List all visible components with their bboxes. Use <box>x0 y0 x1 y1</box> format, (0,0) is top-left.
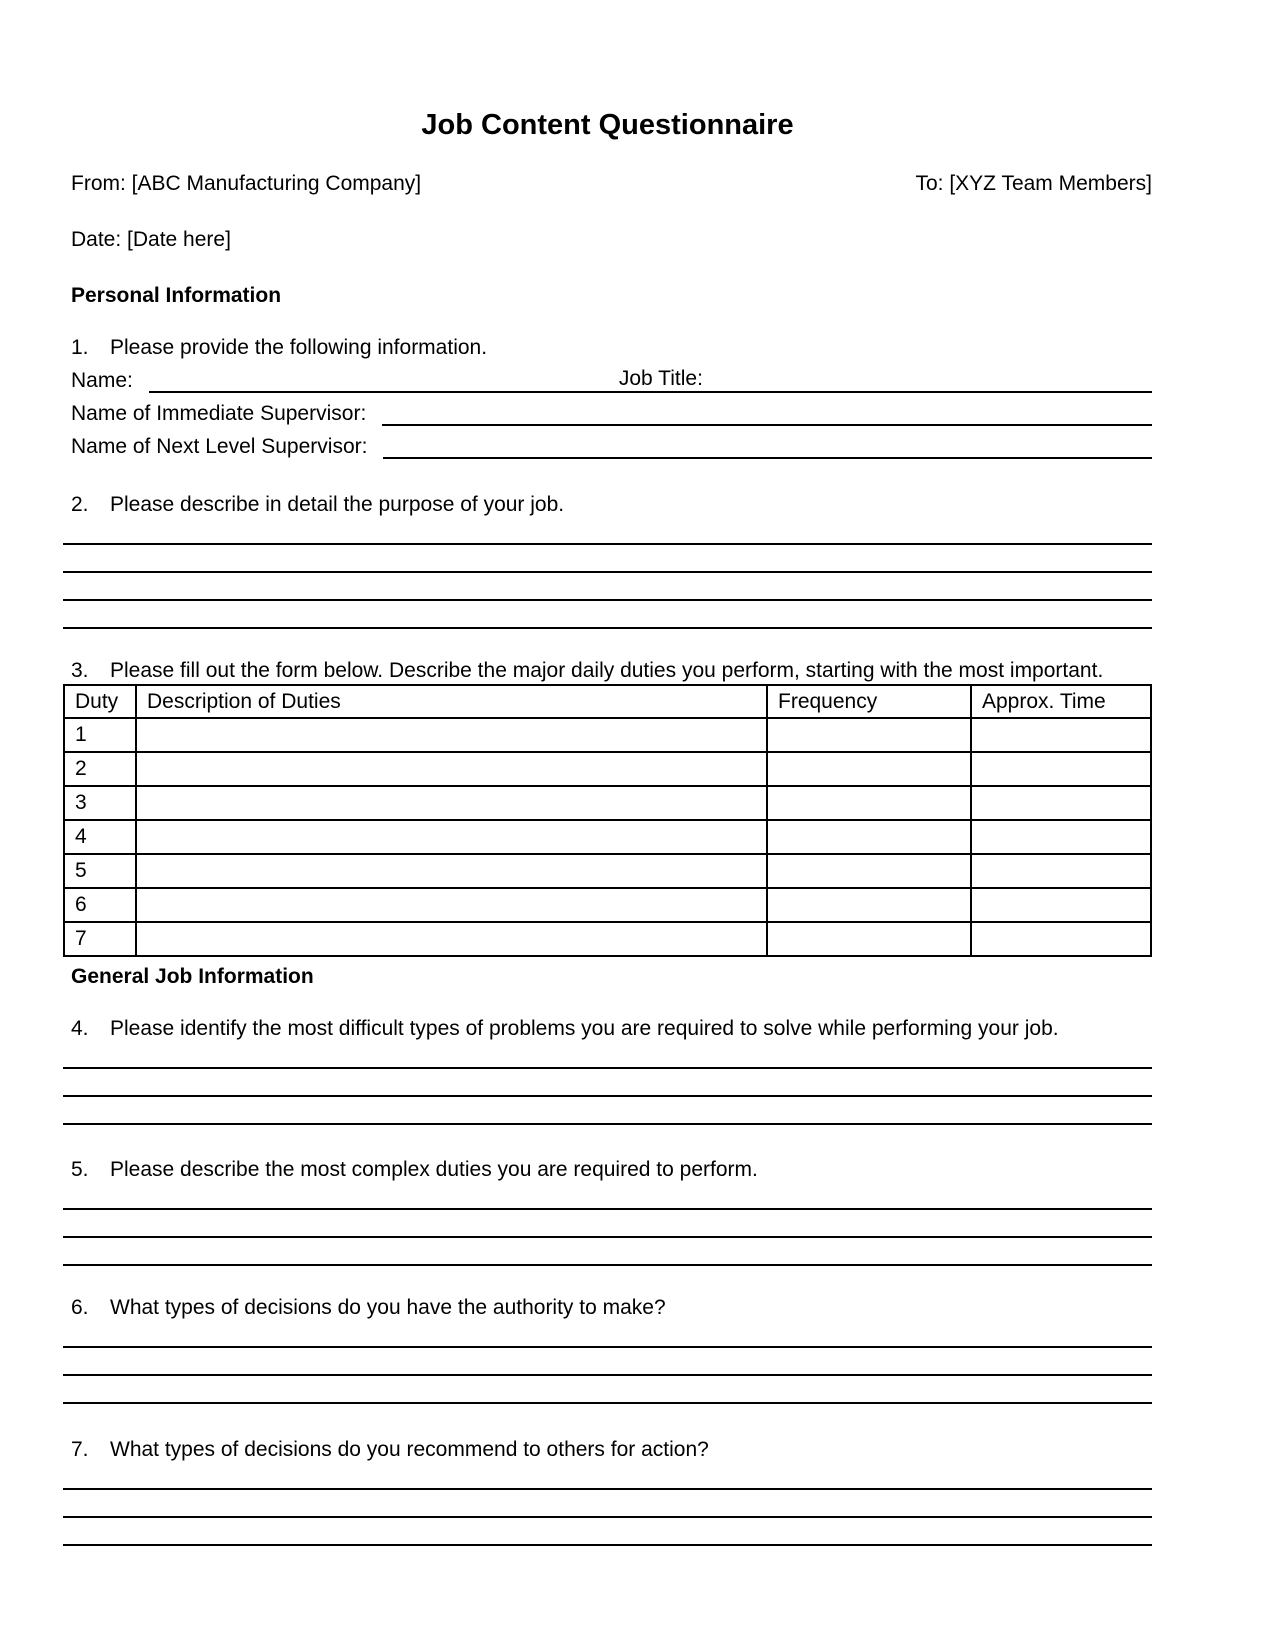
to-label: To: [XYZ Team Members] <box>915 172 1152 195</box>
question-2-text: Please describe in detail the purpose of your job. <box>110 493 565 516</box>
question-6-text: What types of decisions do you have the authority to make? <box>110 1296 666 1319</box>
duty-description-cell[interactable] <box>136 922 767 956</box>
question-6 <box>71 1296 1152 1320</box>
question-4 <box>71 1017 1152 1041</box>
duties-header-duty: Duty <box>64 685 136 718</box>
duty-time-cell[interactable] <box>971 820 1151 854</box>
answer-line[interactable] <box>63 1376 1152 1404</box>
question-3-text: Please fill out the form below. Describe the major daily duties you perform, starting with the most important. <box>110 659 1104 682</box>
question-7-text: What types of decisions do you recommend to others for action? <box>110 1438 709 1461</box>
immediate-supervisor-field-line[interactable] <box>382 424 1152 426</box>
question-5-answer-area <box>63 1182 1152 1266</box>
date-label: Date: [Date here] <box>71 228 231 251</box>
answer-line[interactable] <box>63 1041 1152 1069</box>
duty-description-cell[interactable] <box>136 888 767 922</box>
question-4-number: 4. <box>71 1017 89 1040</box>
duties-header-frequency: Frequency <box>767 685 971 718</box>
duty-time-cell[interactable] <box>971 922 1151 956</box>
question-1-text: Please provide the following information. <box>110 336 488 359</box>
question-7-answer-area <box>63 1462 1152 1546</box>
duties-header-approx-time: Approx. Time <box>971 685 1151 718</box>
duty-frequency-cell[interactable] <box>767 854 971 888</box>
duty-time-cell[interactable] <box>971 752 1151 786</box>
duty-frequency-cell[interactable] <box>767 786 971 820</box>
answer-line[interactable] <box>63 1518 1152 1546</box>
duty-description-cell[interactable] <box>136 718 767 752</box>
immediate-supervisor-label: Name of Immediate Supervisor: <box>71 402 367 425</box>
answer-line[interactable] <box>63 1097 1152 1125</box>
answer-line[interactable] <box>63 573 1152 601</box>
table-row <box>64 922 1151 956</box>
answer-line[interactable] <box>63 545 1152 573</box>
duty-time-cell[interactable] <box>971 854 1151 888</box>
duty-frequency-cell[interactable] <box>767 820 971 854</box>
answer-line[interactable] <box>63 1069 1152 1097</box>
question-2-answer-area <box>63 517 1152 629</box>
question-5-text: Please describe the most complex duties you are required to perform. <box>110 1158 758 1181</box>
question-3-number: 3. <box>71 659 89 682</box>
duty-number-cell: 1 <box>64 718 136 752</box>
duty-time-cell[interactable] <box>971 718 1151 752</box>
question-2-number: 2. <box>71 493 89 516</box>
next-level-supervisor-label: Name of Next Level Supervisor: <box>71 435 368 458</box>
answer-line[interactable] <box>63 517 1152 545</box>
answer-line[interactable] <box>63 1462 1152 1490</box>
duty-description-cell[interactable] <box>136 786 767 820</box>
job-title-label: Job Title: <box>618 367 703 390</box>
immediate-supervisor-row <box>71 393 1152 426</box>
question-4-answer-area <box>63 1041 1152 1125</box>
duty-description-cell[interactable] <box>136 854 767 888</box>
duty-number-cell: 7 <box>64 922 136 956</box>
duties-table <box>63 684 1152 957</box>
answer-line[interactable] <box>63 1320 1152 1348</box>
question-1 <box>71 336 1152 360</box>
duty-frequency-cell[interactable] <box>767 888 971 922</box>
duty-description-cell[interactable] <box>136 820 767 854</box>
table-row <box>64 854 1151 888</box>
answer-line[interactable] <box>63 1238 1152 1266</box>
from-label: From: [ABC Manufacturing Company] <box>71 172 422 195</box>
name-field-line[interactable] <box>149 367 1152 393</box>
next-level-supervisor-field-line[interactable] <box>383 457 1152 459</box>
question-7 <box>71 1438 1152 1462</box>
duty-description-cell[interactable] <box>136 752 767 786</box>
question-6-number: 6. <box>71 1296 89 1319</box>
name-label: Name: <box>71 369 133 392</box>
duty-number-cell: 6 <box>64 888 136 922</box>
table-row <box>64 888 1151 922</box>
section-heading-personal: Personal Information <box>71 284 282 307</box>
duty-number-cell: 3 <box>64 786 136 820</box>
question-1-number: 1. <box>71 336 89 359</box>
question-5 <box>71 1158 1152 1182</box>
page-title: Job Content Questionnaire <box>421 109 794 141</box>
section-heading-general: General Job Information <box>71 965 314 988</box>
duty-frequency-cell[interactable] <box>767 922 971 956</box>
answer-line[interactable] <box>63 1490 1152 1518</box>
duty-frequency-cell[interactable] <box>767 718 971 752</box>
duty-number-cell: 2 <box>64 752 136 786</box>
answer-line[interactable] <box>63 1348 1152 1376</box>
duty-number-cell: 4 <box>64 820 136 854</box>
next-level-supervisor-row <box>71 426 1152 459</box>
duties-table-header-row <box>64 685 1151 718</box>
question-7-number: 7. <box>71 1438 89 1461</box>
answer-line[interactable] <box>63 1182 1152 1210</box>
from-to-row <box>71 172 1152 196</box>
duty-number-cell: 5 <box>64 854 136 888</box>
duty-frequency-cell[interactable] <box>767 752 971 786</box>
answer-line[interactable] <box>63 1210 1152 1238</box>
table-row <box>64 820 1151 854</box>
question-3 <box>71 659 1152 683</box>
table-row <box>64 718 1151 752</box>
question-4-text: Please identify the most difficult types of problems you are required to solve while performing your job. <box>110 1017 1059 1040</box>
table-row <box>64 752 1151 786</box>
duty-time-cell[interactable] <box>971 888 1151 922</box>
question-5-number: 5. <box>71 1158 89 1181</box>
name-job-title-row <box>71 360 1152 393</box>
duties-header-description: Description of Duties <box>136 685 767 718</box>
table-row <box>64 786 1151 820</box>
duty-time-cell[interactable] <box>971 786 1151 820</box>
question-2 <box>71 493 1152 517</box>
question-6-answer-area <box>63 1320 1152 1404</box>
answer-line[interactable] <box>63 601 1152 629</box>
